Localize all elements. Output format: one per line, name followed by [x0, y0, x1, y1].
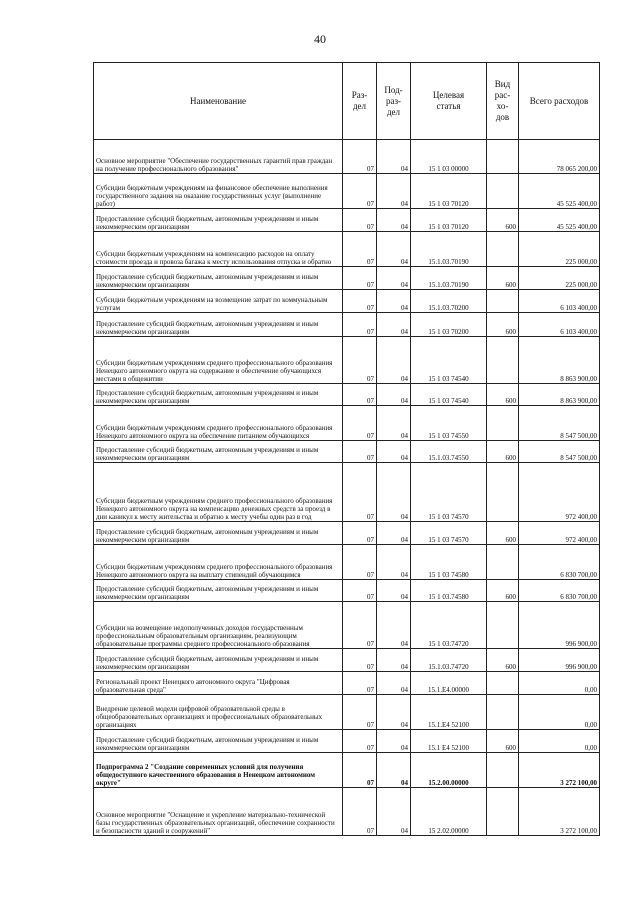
cell-podrazdel: 04	[377, 522, 411, 545]
cell-target: 15.1.03.70200	[411, 290, 487, 313]
cell-razdel: 07	[343, 174, 377, 209]
cell-name: Предоставление субсидий бюджетным, автономным учреждениям и иным некоммерческим организациям	[94, 522, 343, 545]
table-row	[94, 441, 600, 463]
table-row	[94, 649, 600, 672]
cell-vid: 600	[487, 441, 519, 463]
cell-podrazdel: 04	[377, 267, 411, 290]
cell-podrazdel: 04	[377, 406, 411, 441]
cell-name: Подпрограмма 2 "Создание современных условий для получения общедоступного качественного образования в Ненецком автономном округе"	[94, 753, 343, 788]
cell-vid: 600	[487, 313, 519, 337]
cell-razdel: 07	[343, 730, 377, 753]
table-row	[94, 695, 600, 730]
cell-vid	[487, 337, 519, 384]
cell-podrazdel: 04	[377, 140, 411, 174]
cell-target: 15 1 03 74570	[411, 463, 487, 522]
cell-name: Предоставление субсидий бюджетным, автономным учреждениям и иным некоммерческим организациям	[94, 441, 343, 463]
cell-podrazdel: 04	[377, 580, 411, 602]
cell-total: 45 525 400,00	[519, 174, 600, 209]
table-row	[94, 313, 600, 337]
cell-total: 8 547 500,00	[519, 406, 600, 441]
cell-total: 6 830 700,00	[519, 580, 600, 602]
cell-vid: 600	[487, 267, 519, 290]
cell-vid	[487, 695, 519, 730]
cell-razdel: 07	[343, 463, 377, 522]
table-row	[94, 522, 600, 545]
cell-total: 3 272 100,00	[519, 753, 600, 788]
cell-podrazdel: 04	[377, 441, 411, 463]
cell-podrazdel: 04	[377, 788, 411, 836]
cell-podrazdel: 04	[377, 232, 411, 267]
cell-razdel: 07	[343, 140, 377, 174]
cell-total: 0,00	[519, 672, 600, 695]
cell-vid	[487, 672, 519, 695]
cell-podrazdel: 04	[377, 313, 411, 337]
cell-target: 15.1.E4.00000	[411, 672, 487, 695]
cell-vid	[487, 140, 519, 174]
cell-name: Субсидии бюджетным учреждениям среднего профессионального образования Ненецкого автономного округа на компенсацию денежных средств за проезд в дни каникул к месту жительства и обратно к месту учебы один раз в год	[94, 463, 343, 522]
table-row	[94, 730, 600, 753]
cell-target: 15 1 03 74570	[411, 522, 487, 545]
cell-podrazdel: 04	[377, 463, 411, 522]
cell-total: 996 900,00	[519, 602, 600, 649]
header-total: Всего расходов	[519, 63, 600, 140]
page-number: 40	[314, 32, 326, 46]
cell-total: 972 400,00	[519, 522, 600, 545]
header-name: Наименование	[94, 63, 343, 140]
cell-vid: 600	[487, 649, 519, 672]
cell-target: 15.1.03.74550	[411, 441, 487, 463]
cell-target: 15 1 03 70120	[411, 174, 487, 209]
cell-name: Субсидии бюджетным учреждениям среднего профессионального образования Ненецкого автономного округа на обеспечение питанием обучающихся	[94, 406, 343, 441]
header-podrazdel: Под- раз- дел	[377, 63, 411, 140]
cell-name: Предоставление субсидий бюджетным, автономным учреждениям и иным некоммерческим организациям	[94, 209, 343, 232]
header-razdel: Раз- дел	[343, 63, 377, 140]
table-row	[94, 384, 600, 406]
cell-target: 15.1 E4 52100	[411, 730, 487, 753]
cell-razdel: 07	[343, 545, 377, 580]
cell-vid: 600	[487, 580, 519, 602]
cell-vid	[487, 463, 519, 522]
cell-name: Субсидии бюджетным учреждениям на компенсацию расходов на оплату стоимости проезда и провоза багажа к месту использования отпуска и обратно	[94, 232, 343, 267]
table-body	[94, 140, 600, 836]
cell-target: 15 1 03.74580	[411, 580, 487, 602]
cell-name: Предоставление субсидий бюджетным, автономным учреждениям и иным некоммерческим организациям	[94, 313, 343, 337]
cell-razdel: 07	[343, 522, 377, 545]
cell-podrazdel: 04	[377, 672, 411, 695]
cell-target: 15 1 03 70120	[411, 209, 487, 232]
table-row	[94, 602, 600, 649]
cell-total: 6 103 400,00	[519, 290, 600, 313]
cell-total: 8 863 900,00	[519, 337, 600, 384]
cell-vid	[487, 545, 519, 580]
cell-total: 78 065 200,00	[519, 140, 600, 174]
cell-name: Основное мероприятие "Обеспечение государственных гарантий прав граждан на получение профессионального образования"	[94, 140, 343, 174]
cell-razdel: 07	[343, 580, 377, 602]
cell-vid	[487, 602, 519, 649]
cell-target: 15 1 03 70200	[411, 313, 487, 337]
cell-total: 8 547 500,00	[519, 441, 600, 463]
cell-total: 225 000,00	[519, 267, 600, 290]
cell-vid: 600	[487, 384, 519, 406]
cell-vid	[487, 232, 519, 267]
cell-razdel: 07	[343, 788, 377, 836]
table-header-row	[94, 63, 600, 140]
cell-total: 0,00	[519, 730, 600, 753]
cell-vid	[487, 788, 519, 836]
table-row	[94, 290, 600, 313]
cell-razdel: 07	[343, 384, 377, 406]
cell-target: 15 1 03.74720	[411, 602, 487, 649]
table-row	[94, 337, 600, 384]
cell-total: 8 863 900,00	[519, 384, 600, 406]
table-row	[94, 140, 600, 174]
table-row	[94, 267, 600, 290]
cell-name: Региональный проект Ненецкого автономного округа "Цифровая образовательная среда"	[94, 672, 343, 695]
cell-podrazdel: 04	[377, 174, 411, 209]
cell-name: Субсидии на возмещение недополученных доходов государственным профессиональным образовательным организациям, реализующим образовательные программы среднего профессионального образования	[94, 602, 343, 649]
cell-name: Субсидии бюджетным учреждениям среднего профессионального образования Ненецкого автономного округа на выплату стипендий обучающимся	[94, 545, 343, 580]
cell-vid	[487, 174, 519, 209]
table-row	[94, 209, 600, 232]
table-row	[94, 406, 600, 441]
cell-target: 15.1.03.74720	[411, 649, 487, 672]
table-row	[94, 788, 600, 836]
cell-name: Субсидии бюджетным учреждениям на возмещение затрат по коммунальным услугам	[94, 290, 343, 313]
cell-total: 225 000,00	[519, 232, 600, 267]
cell-podrazdel: 04	[377, 337, 411, 384]
cell-target: 15.2.00.00000	[411, 753, 487, 788]
cell-razdel: 07	[343, 649, 377, 672]
cell-total: 0,00	[519, 695, 600, 730]
cell-podrazdel: 04	[377, 649, 411, 672]
cell-podrazdel: 04	[377, 545, 411, 580]
cell-total: 45 525 400,00	[519, 209, 600, 232]
cell-target: 15.1.03.70190	[411, 232, 487, 267]
cell-target: 15 1 03 74540	[411, 337, 487, 384]
cell-name: Предоставление субсидий бюджетным, автономным учреждениям и иным некоммерческим организациям	[94, 267, 343, 290]
cell-vid: 600	[487, 209, 519, 232]
table-row	[94, 580, 600, 602]
cell-podrazdel: 04	[377, 290, 411, 313]
cell-razdel: 07	[343, 267, 377, 290]
cell-target: 15.1.E4 52100	[411, 695, 487, 730]
header-target: Целевая статья	[411, 63, 487, 140]
cell-razdel: 07	[343, 290, 377, 313]
cell-name: Субсидии бюджетным учреждениям на финансовое обеспечение выполнения государственного задания на оказание государственных услуг (выполнение работ)	[94, 174, 343, 209]
cell-total: 3 272 100,00	[519, 788, 600, 836]
cell-target: 15 1 03 00000	[411, 140, 487, 174]
cell-razdel: 07	[343, 753, 377, 788]
cell-razdel: 07	[343, 209, 377, 232]
cell-podrazdel: 04	[377, 209, 411, 232]
cell-name: Предоставление субсидий бюджетным, автономным учреждениям и иным некоммерческим организациям	[94, 730, 343, 753]
cell-razdel: 07	[343, 337, 377, 384]
cell-razdel: 07	[343, 695, 377, 730]
cell-target: 15 2.02.00000	[411, 788, 487, 836]
header-vid: Вид рас- хо- дов	[487, 63, 519, 140]
cell-vid: 600	[487, 730, 519, 753]
cell-name: Предоставление субсидий бюджетным, автономным учреждениям и иным некоммерческим организациям	[94, 580, 343, 602]
cell-razdel: 07	[343, 313, 377, 337]
cell-total: 996 900,00	[519, 649, 600, 672]
cell-target: 15 1 03 74580	[411, 545, 487, 580]
cell-name: Субсидии бюджетным учреждениям среднего профессионального образования Ненецкого автономного округа на содержание и обеспечение обучающихся местами в общежитии	[94, 337, 343, 384]
table-row	[94, 545, 600, 580]
cell-vid	[487, 406, 519, 441]
cell-razdel: 07	[343, 232, 377, 267]
cell-podrazdel: 04	[377, 753, 411, 788]
cell-target: 15.1.03.70190	[411, 267, 487, 290]
cell-name: Предоставление субсидий бюджетным, автономным учреждениям и иным некоммерческим организациям	[94, 384, 343, 406]
cell-name: Внедрение целевой модели цифровой образовательной среды в общеобразовательных организациях и профессиональных образовательных организациях	[94, 695, 343, 730]
cell-podrazdel: 04	[377, 730, 411, 753]
cell-total: 6 830 700,00	[519, 545, 600, 580]
table-row	[94, 232, 600, 267]
table-row	[94, 174, 600, 209]
cell-podrazdel: 04	[377, 695, 411, 730]
table-row	[94, 753, 600, 788]
cell-podrazdel: 04	[377, 602, 411, 649]
cell-vid	[487, 753, 519, 788]
cell-vid	[487, 290, 519, 313]
budget-table	[93, 62, 600, 836]
cell-podrazdel: 04	[377, 384, 411, 406]
cell-vid: 600	[487, 522, 519, 545]
table-row	[94, 463, 600, 522]
cell-total: 6 103 400,00	[519, 313, 600, 337]
cell-razdel: 07	[343, 602, 377, 649]
cell-razdel: 07	[343, 441, 377, 463]
cell-name: Предоставление субсидий бюджетным, автономным учреждениям и иным некоммерческим организациям	[94, 649, 343, 672]
cell-total: 972 400,00	[519, 463, 600, 522]
table-row	[94, 672, 600, 695]
cell-target: 15 1 03 74540	[411, 384, 487, 406]
cell-target: 15 1 03 74550	[411, 406, 487, 441]
cell-name: Основное мероприятие "Оснащение и укрепление материально-технической базы государственных образовательных организаций, обеспечение сохранности и безопасности зданий и сооружений"	[94, 788, 343, 836]
cell-razdel: 07	[343, 406, 377, 441]
cell-razdel: 07	[343, 672, 377, 695]
